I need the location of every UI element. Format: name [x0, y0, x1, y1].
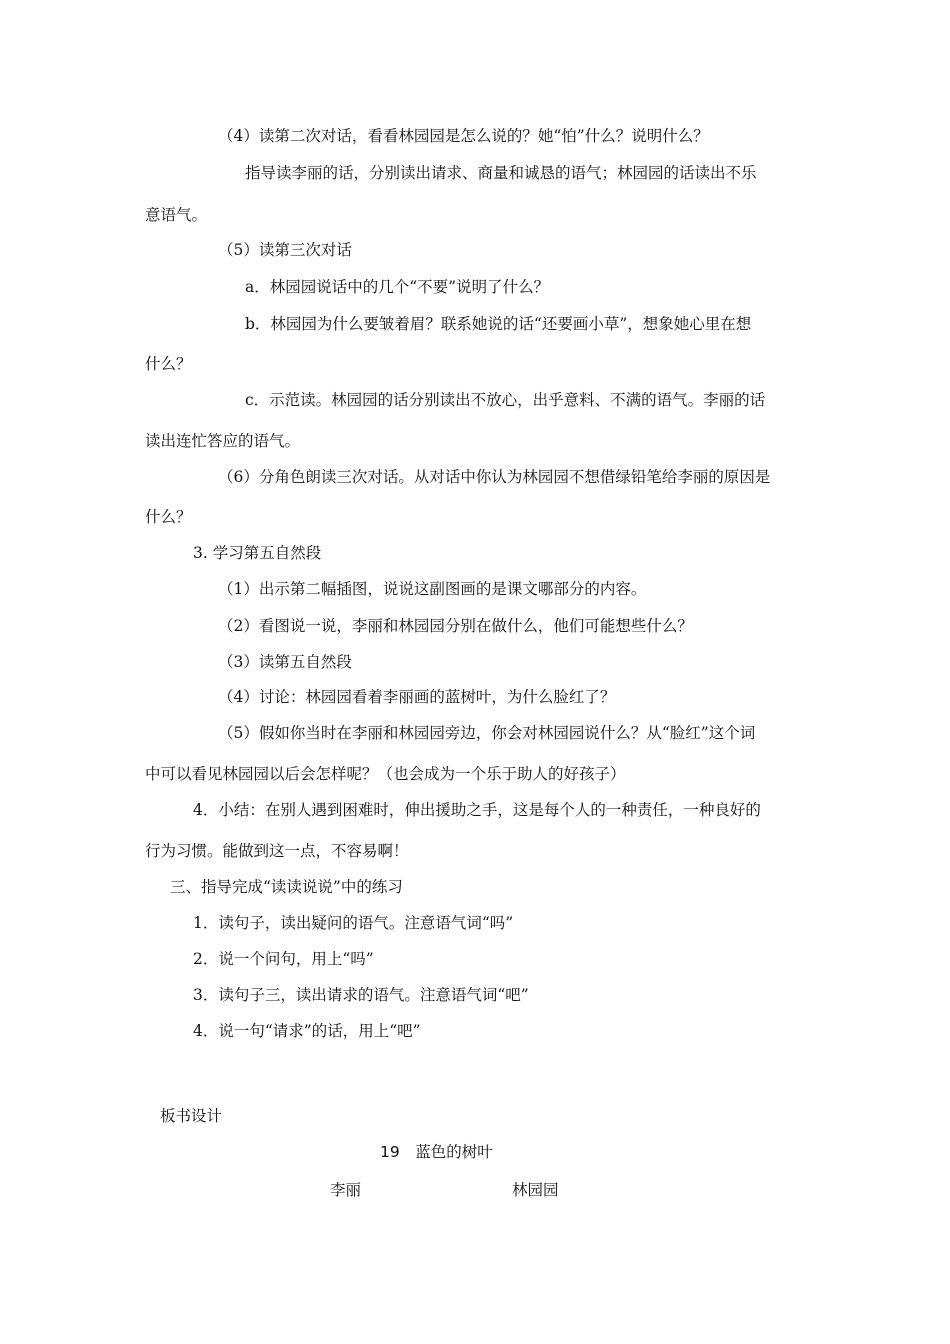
text-line: 指导读李丽的话，分别读出请求、商量和诚恳的语气；林园园的话读出不乐 — [245, 164, 757, 182]
text-line: 3．读句子三，读出请求的语气。注意语气词“吧” — [193, 986, 529, 1004]
text-line: （4）读第二次对话，看看林园园是怎么说的？她“怕”什么？说明什么？ — [218, 127, 709, 145]
board-design-heading: 板书设计 — [160, 1107, 223, 1125]
text-line: b．林园园为什么要皱着眉？联系她说的话“还要画小草”，想象她心里在想 — [245, 315, 752, 333]
text-line: 1．读句子，读出疑问的语气。注意语气词“吗” — [193, 914, 514, 932]
text-line: 意语气。 — [145, 206, 208, 224]
board-title: 19 蓝色的树叶 — [380, 1143, 493, 1161]
text-line: 3. 学习第五自然段 — [193, 544, 322, 562]
text-line: （2）看图说一说，李丽和林园园分别在做什么，他们可能想些什么？ — [218, 617, 693, 635]
text-line: c．示范读。林园园的话分别读出不放心，出乎意料、不满的语气。李丽的话 — [245, 391, 766, 409]
text-line: 三、指导完成“读读说说”中的练习 — [170, 878, 403, 896]
text-line: 什么？ — [145, 508, 192, 526]
text-line: 什么？ — [145, 355, 192, 373]
text-line: 4．说一句“请求”的话，用上“吧” — [193, 1022, 421, 1040]
text-line: a．林园园说话中的几个“不要”说明了什么？ — [245, 278, 550, 296]
text-line: 2．说一个问句，用上“吗” — [193, 950, 374, 968]
text-line: （3）读第五自然段 — [218, 653, 352, 671]
text-line: （5）读第三次对话 — [218, 241, 352, 259]
text-line: 读出连忙答应的语气。 — [145, 432, 301, 450]
board-left-name: 李丽 — [330, 1181, 362, 1199]
text-line: 行为习惯。能做到这一点，不容易啊！ — [145, 842, 409, 860]
text-line: （1）出示第二幅插图，说说这副图画的是课文哪部分的内容。 — [218, 580, 647, 598]
text-line: 中可以看见林园园以后会怎样呢？（也会成为一个乐于助人的好孩子） — [145, 765, 626, 783]
text-line: （5）假如你当时在李丽和林园园旁边，你会对林园园说什么？从“脸红”这个词 — [218, 724, 756, 742]
board-right-name: 林园园 — [512, 1181, 559, 1199]
text-line: 4．小结：在别人遇到困难时，伸出援助之手，这是每个人的一种责任，一种良好的 — [193, 801, 761, 819]
text-line: （6）分角色朗读三次对话。从对话中你认为林园园不想借绿铅笔给李丽的原因是 — [218, 468, 771, 486]
text-line: （4）讨论：林园园看着李丽画的蓝树叶，为什么脸红了？ — [218, 688, 616, 706]
